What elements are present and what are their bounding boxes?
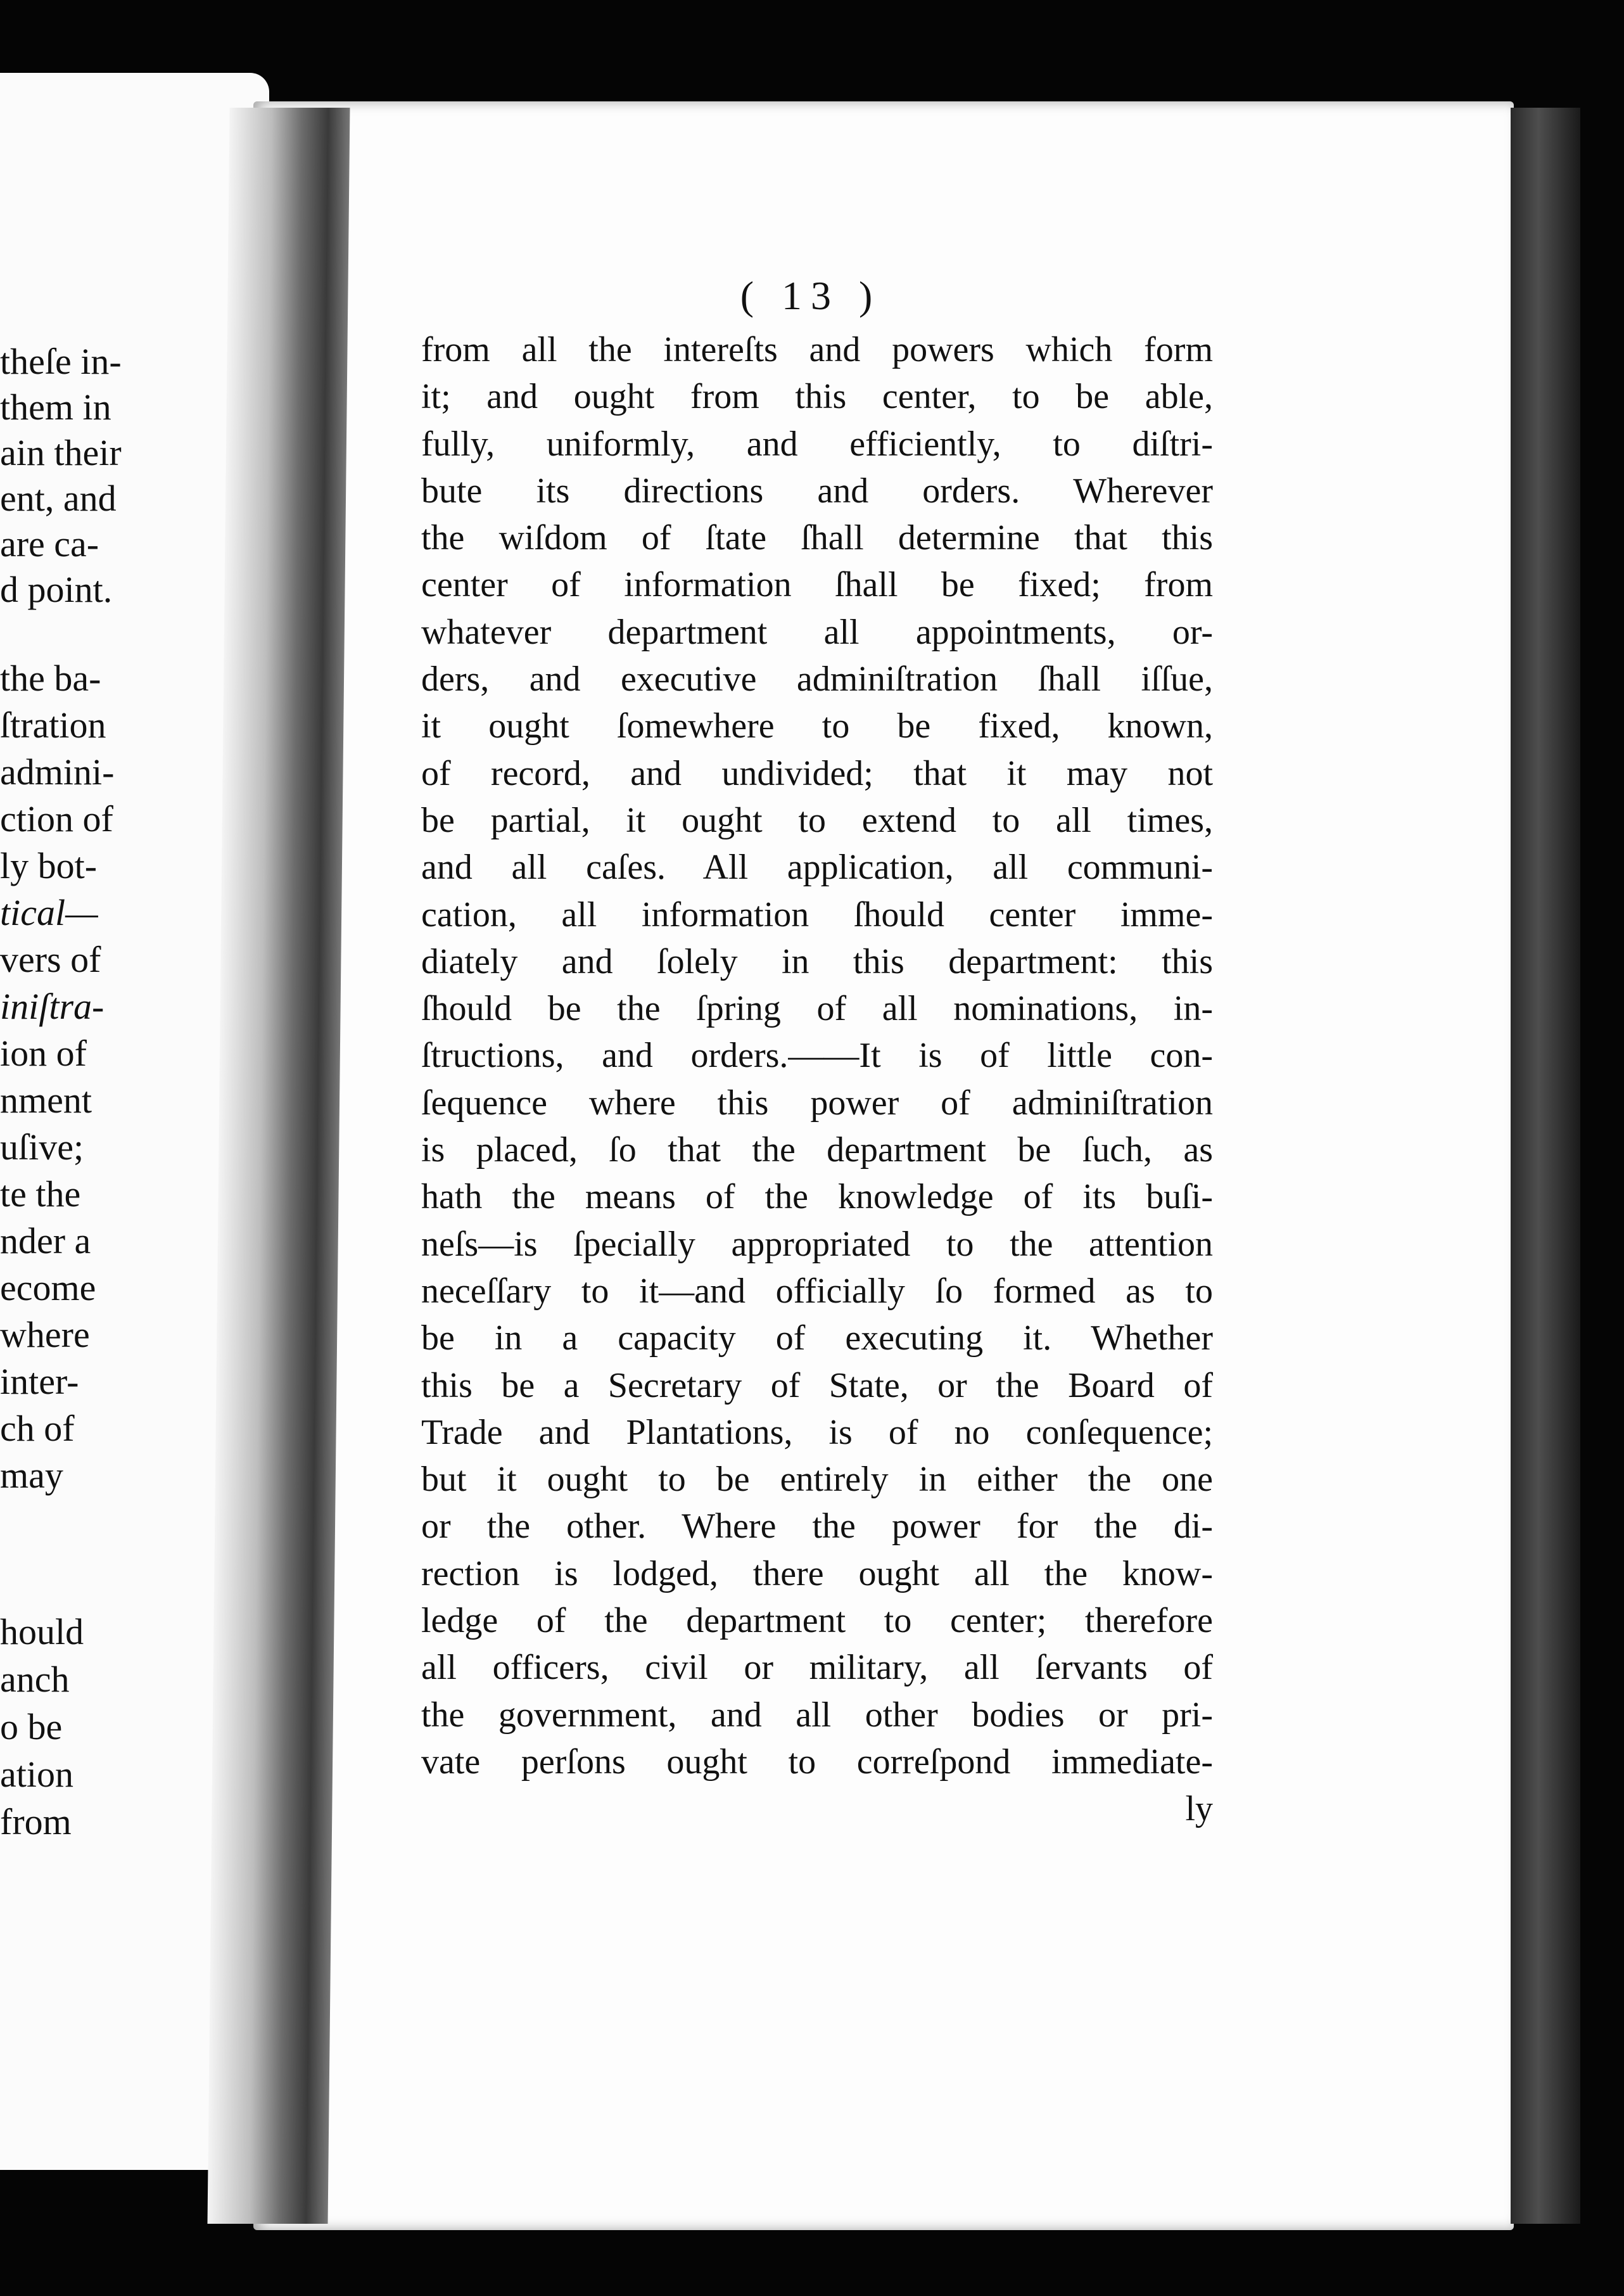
text-line: is placed, ſo that the department be ſuch, as: [421, 1130, 1213, 1170]
facing-line: ain their: [0, 432, 122, 473]
facing-line: vers of: [0, 939, 101, 980]
text-line: it ought ſomewhere to be fixed, known,: [421, 706, 1213, 746]
facing-line: the ba-: [0, 658, 101, 699]
facing-line: uſive;: [0, 1126, 84, 1168]
text-line: bute its directions and orders. Wherever: [421, 471, 1213, 511]
text-line: and all caſes. All application, all communi-: [421, 848, 1213, 888]
facing-line: te the: [0, 1173, 81, 1215]
facing-line: them in: [0, 386, 111, 428]
facing-line: hould: [0, 1611, 84, 1652]
text-line: but it ought to be entirely in either the one: [421, 1460, 1213, 1500]
text-line: rection is lodged, there ought all the know-: [421, 1553, 1213, 1593]
facing-line: tical—: [0, 892, 98, 933]
text-line: ledge of the department to center; therefore: [421, 1601, 1213, 1641]
facing-line: ation: [0, 1754, 73, 1795]
text-line: be partial, it ought to extend to all times,: [421, 800, 1213, 840]
text-line: ſtructions, and orders.——It is of little con-: [421, 1036, 1213, 1076]
facing-line: theſe in-: [0, 341, 122, 382]
text-line: cation, all information ſhould center imme-: [421, 895, 1213, 934]
text-line: fully, uniformly, and efficiently, to diſtri-: [421, 424, 1213, 464]
facing-line: d point.: [0, 569, 113, 610]
facing-line: o be: [0, 1706, 63, 1747]
text-line: the government, and all other bodies or pri-: [421, 1695, 1213, 1735]
text-line: center of information ſhall be fixed; from: [421, 565, 1213, 605]
facing-line: ly bot-: [0, 845, 98, 886]
facing-line: where: [0, 1314, 90, 1355]
facing-line: may: [0, 1455, 63, 1496]
text-line: ſhould be the ſpring of all nominations, in-: [421, 989, 1213, 1029]
facing-line: inter-: [0, 1361, 79, 1402]
facing-line: are ca-: [0, 523, 99, 564]
text-line: be in a capacity of executing it. Whether: [421, 1318, 1213, 1358]
facing-line: ſtration: [0, 705, 106, 746]
text-line: of record, and undivided; that it may not: [421, 753, 1213, 793]
text-line: all officers, civil or military, all ſervants of: [421, 1648, 1213, 1688]
facing-line: ent, and: [0, 478, 117, 519]
text-line: vate perſons ought to correſpond immediate-: [421, 1742, 1213, 1782]
text-line: the wiſdom of ſtate ſhall determine that this: [421, 518, 1213, 558]
text-line: Trade and Plantations, is of no conſequence;: [421, 1412, 1213, 1452]
text-line: ſequence where this power of adminiſtration: [421, 1083, 1213, 1123]
facing-line: nment: [0, 1080, 92, 1121]
text-line: or the other. Where the power for the di-: [421, 1507, 1213, 1547]
body-text: [421, 326, 1213, 1833]
catchword: ly: [1185, 1789, 1213, 1829]
page-number: ( 13 ): [740, 273, 882, 318]
facing-line: from: [0, 1801, 72, 1842]
text-line: neceſſary to it—and officially ſo formed as to: [421, 1271, 1213, 1311]
facing-line: anch: [0, 1659, 70, 1700]
facing-line: iniſtra-: [0, 986, 105, 1027]
facing-line: ion of: [0, 1033, 87, 1074]
facing-line: nder a: [0, 1220, 91, 1261]
text-line: from all the intereſts and powers which form: [421, 330, 1213, 369]
text-line: whatever department all appointments, or-: [421, 612, 1213, 652]
facing-line: admini-: [0, 751, 115, 793]
text-line: this be a Secretary of State, or the Board of: [421, 1365, 1213, 1405]
facing-line: ecome: [0, 1267, 96, 1308]
text-line: ders, and executive adminiſtration ſhall iſſue,: [421, 660, 1213, 699]
text-line: it; and ought from this center, to be able,: [421, 377, 1213, 417]
book-gutter-shadow: [208, 108, 350, 2224]
page-edge-shadow: [1511, 108, 1580, 2224]
facing-line: ch of: [0, 1408, 75, 1449]
text-line: hath the means of the knowledge of its buſi-: [421, 1177, 1213, 1217]
facing-line: ction of: [0, 798, 113, 839]
text-line: diately and ſolely in this department: this: [421, 941, 1213, 981]
text-line: neſs—is ſpecially appropriated to the attention: [421, 1224, 1213, 1264]
